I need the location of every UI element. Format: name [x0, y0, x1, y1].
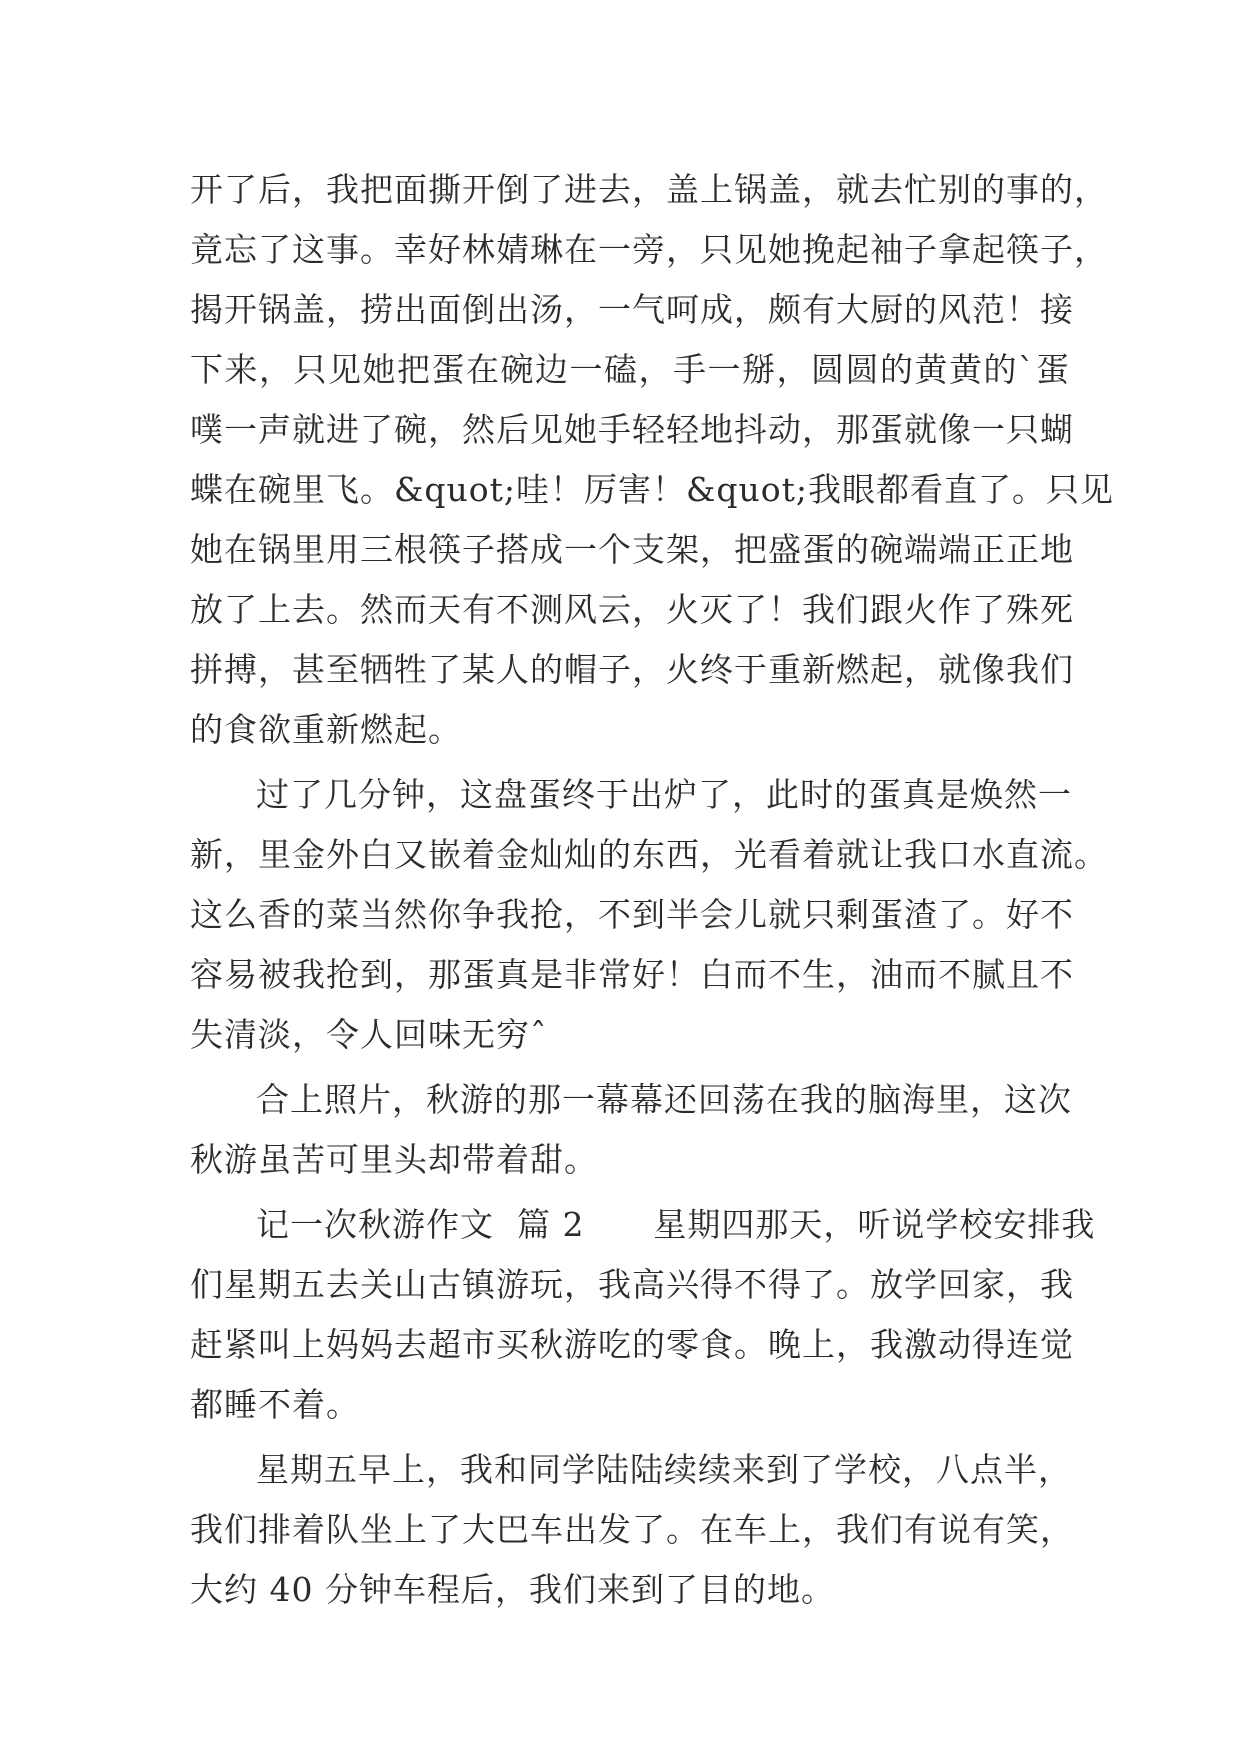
text-line: 她在锅里用三根筷子搭成一个支架，把盛蛋的碗端端正正地: [190, 530, 1074, 569]
text-line: 新，里金外白又嵌着金灿灿的东西，光看着就让我口水直流。: [190, 835, 1108, 874]
text-line: 们星期五去关山古镇游玩，我高兴得不得了。放学回家，我: [190, 1265, 1074, 1304]
section-heading-line: 记一次秋游作文 篇 2 星期四那天，听说学校安排我: [256, 1205, 1096, 1244]
text-line: 容易被我抢到，那蛋真是非常好！白而不生，油而不腻且不: [190, 955, 1074, 994]
text-line: 蝶在碗里飞。&quot;哇！厉害！&quot;我眼都看直了。只见: [190, 470, 1114, 509]
text-line: 的食欲重新燃起。: [190, 710, 462, 749]
text-line: 我们排着队坐上了大巴车出发了。在车上，我们有说有笑，: [190, 1510, 1074, 1549]
text-line: 放了上去。然而天有不测风云，火灭了！我们跟火作了殊死: [190, 590, 1074, 629]
text-line: 下来，只见她把蛋在碗边一磕，手一掰，圆圆的黄黄的`蛋: [190, 350, 1070, 389]
paragraph-first-line: 合上照片，秋游的那一幕幕还回荡在我的脑海里，这次: [256, 1080, 1072, 1119]
text-line: 赶紧叫上妈妈去超市买秋游吃的零食。晚上，我激动得连觉: [190, 1325, 1074, 1364]
text-line: 竟忘了这事。幸好林婧琳在一旁，只见她挽起袖子拿起筷子，: [190, 230, 1108, 269]
text-line: 拼搏，甚至牺牲了某人的帽子，火终于重新燃起，就像我们: [190, 650, 1074, 689]
text-line: 秋游虽苦可里头却带着甜。: [190, 1140, 598, 1179]
paragraph-first-line: 过了几分钟，这盘蛋终于出炉了，此时的蛋真是焕然一: [256, 775, 1072, 814]
text-line: 这么香的菜当然你争我抢，不到半会儿就只剩蛋渣了。好不: [190, 895, 1074, 934]
text-line: 失清淡，令人回味无穷ˆ: [190, 1015, 548, 1054]
text-line: 开了后，我把面撕开倒了进去，盖上锅盖，就去忙别的事的，: [190, 170, 1108, 209]
text-line: 噗一声就进了碗，然后见她手轻轻地抖动，那蛋就像一只蝴: [190, 410, 1074, 449]
paragraph-first-line: 星期五早上，我和同学陆陆续续来到了学校，八点半，: [256, 1450, 1072, 1489]
text-line: 揭开锅盖，捞出面倒出汤，一气呵成，颇有大厨的风范！接: [190, 290, 1074, 329]
text-line: 都睡不着。: [190, 1385, 360, 1424]
text-line: 大约 40 分钟车程后，我们来到了目的地。: [190, 1570, 835, 1609]
